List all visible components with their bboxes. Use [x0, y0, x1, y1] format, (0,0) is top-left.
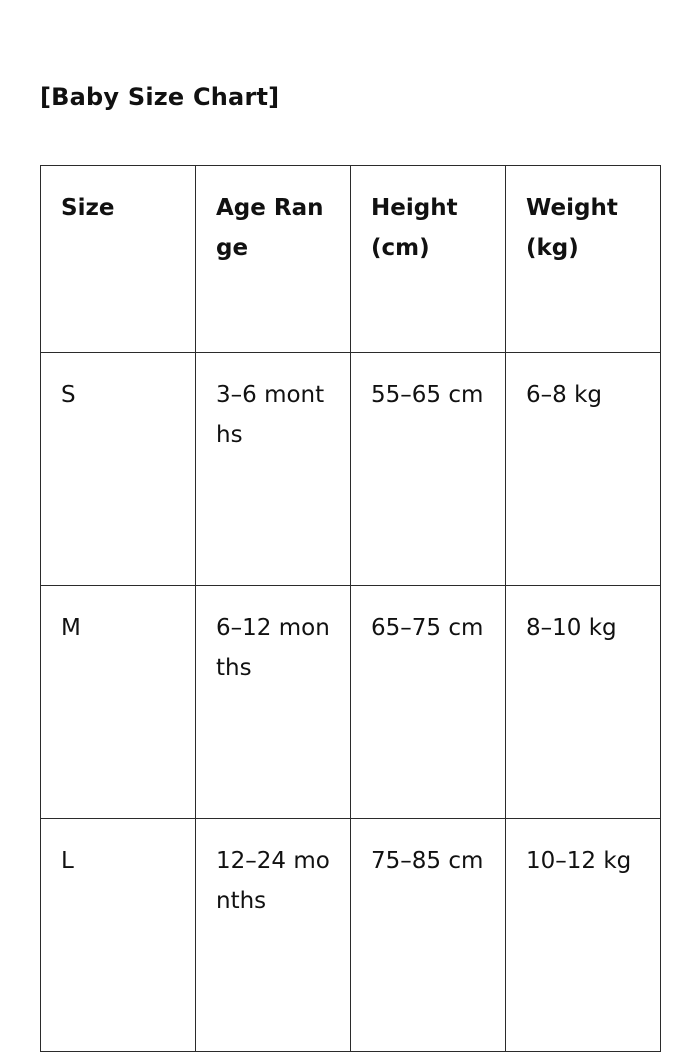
- cell-size: L: [41, 819, 196, 1052]
- page-title: [Baby Size Chart]: [40, 83, 280, 111]
- column-header-height: Height (cm): [351, 166, 506, 353]
- cell-height: 65–75 cm: [351, 586, 506, 819]
- cell-age: 3–6 months: [196, 353, 351, 586]
- table-row: [41, 586, 661, 819]
- cell-size: M: [41, 586, 196, 819]
- table-row: [41, 353, 661, 586]
- cell-weight: 10–12 kg: [506, 819, 661, 1052]
- column-header-size: Size: [41, 166, 196, 353]
- cell-weight: 8–10 kg: [506, 586, 661, 819]
- cell-height: 75–85 cm: [351, 819, 506, 1052]
- cell-weight: 6–8 kg: [506, 353, 661, 586]
- column-header-weight: Weight (kg): [506, 166, 661, 353]
- column-header-age: Age Range: [196, 166, 351, 353]
- table-row: [41, 819, 661, 1052]
- baby-size-chart-table: [40, 165, 661, 1052]
- cell-height: 55–65 cm: [351, 353, 506, 586]
- table-header-row: [41, 166, 661, 353]
- cell-size: S: [41, 353, 196, 586]
- cell-age: 12–24 months: [196, 819, 351, 1052]
- cell-age: 6–12 months: [196, 586, 351, 819]
